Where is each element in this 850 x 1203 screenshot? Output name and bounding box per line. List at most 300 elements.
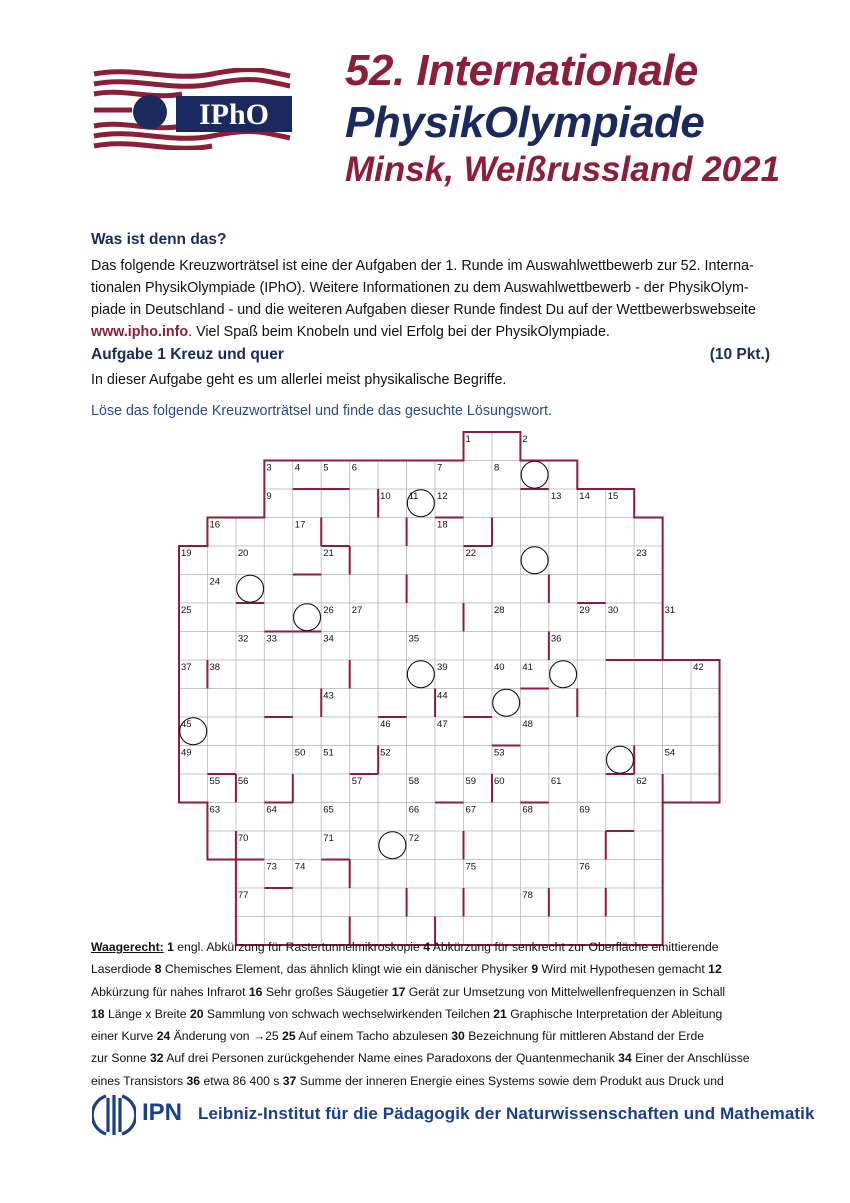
clue-number-label: 9 [266, 491, 272, 502]
clue-number-label: 41 [522, 662, 533, 673]
clue-number-label: 37 [181, 662, 192, 673]
crossword-cell[interactable] [549, 803, 577, 832]
crossword-cell[interactable] [577, 831, 605, 860]
crossword-cell[interactable] [549, 518, 577, 547]
clue-number: 16 [248, 984, 263, 999]
crossword-cell[interactable] [492, 432, 520, 461]
crossword-cell[interactable] [236, 746, 264, 775]
crossword-cell[interactable] [293, 546, 321, 575]
crossword-cell[interactable] [350, 803, 378, 832]
crossword-cell[interactable] [464, 518, 492, 547]
clue-number-label: 64 [266, 804, 277, 816]
crossword-cell[interactable] [606, 546, 634, 575]
crossword-cell[interactable] [350, 746, 378, 775]
clue-number-label: 2 [522, 434, 528, 445]
crossword-cell[interactable] [350, 489, 378, 518]
clue-number: 24 [156, 1029, 171, 1044]
intro-line-4: . Viel Spaß beim Knobeln und viel Erfolg bei der PhysikOlympiade. [188, 324, 610, 340]
clue-text: Chemisches Element, das ähnlich klingt wie ein dänischer Physiker [164, 962, 528, 977]
crossword-cell[interactable] [634, 603, 662, 632]
crossword-cell[interactable] [464, 575, 492, 604]
clue-number-label: 78 [522, 890, 533, 901]
crossword-cell[interactable] [520, 632, 548, 661]
crossword-cell[interactable] [606, 717, 634, 746]
clue-number-label: 1 [465, 434, 471, 445]
clue-text: Graphische Interpretation der Ableitung [510, 1006, 723, 1021]
crossword-cell[interactable] [634, 632, 662, 661]
crossword-cell[interactable] [378, 603, 406, 632]
crossword-cell[interactable] [407, 888, 435, 917]
crossword-cell[interactable] [207, 831, 235, 860]
crossword-cell[interactable] [350, 575, 378, 604]
clue-number-label: 65 [323, 804, 334, 816]
crossword-cell[interactable] [293, 888, 321, 917]
crossword-cell[interactable] [464, 461, 492, 490]
clue-line [91, 958, 771, 980]
crossword-cell[interactable] [520, 689, 548, 718]
clue-number-label: 43 [323, 690, 334, 702]
crossword-cell[interactable] [179, 774, 207, 803]
crossword-cell[interactable] [577, 888, 605, 917]
clue-number-label: 60 [493, 776, 505, 787]
crossword-cell[interactable] [606, 660, 634, 689]
clue-number-label: 58 [408, 776, 420, 787]
crossword-cell[interactable] [264, 575, 292, 604]
clue-number: 12 [708, 962, 722, 977]
crossword-cell[interactable] [264, 717, 292, 746]
clue-text: engl. Abkürzung für Rastertunnelmikroskopie [177, 940, 420, 954]
clue-number-label: 49 [181, 747, 192, 759]
crossword-cell[interactable] [663, 774, 691, 803]
clue-number-label: 70 [237, 833, 249, 844]
clue-number-label: 68 [522, 804, 533, 816]
title-line-2: PhysikOlympiade [345, 98, 705, 147]
crossword-cell[interactable] [407, 603, 435, 632]
crossword-cell[interactable] [577, 546, 605, 575]
crossword-cell[interactable] [691, 689, 719, 718]
crossword-cell[interactable] [606, 774, 634, 803]
clue-number-label: 26 [323, 605, 334, 616]
crossword-cell[interactable] [350, 632, 378, 661]
crossword-cell[interactable] [293, 717, 321, 746]
crossword-cell[interactable] [350, 660, 378, 689]
clue-number-label: 44 [437, 690, 448, 702]
crossword-cell[interactable] [520, 603, 548, 632]
clue-text: Sammlung von schwach wechselwirkenden Teilchen [206, 1006, 490, 1021]
crossword-cell[interactable] [378, 518, 406, 547]
clue-number: 37 [282, 1073, 297, 1088]
crossword-cell[interactable] [549, 660, 577, 689]
crossword-cell[interactable] [634, 660, 662, 689]
clue-number-label: 63 [209, 804, 221, 816]
crossword-cell[interactable] [492, 689, 520, 718]
crossword-cell[interactable] [464, 489, 492, 518]
clue-text: eines Transistors [91, 1073, 184, 1088]
clue-number-label: 71 [323, 833, 334, 844]
clue-number-label: 4 [294, 462, 301, 474]
crossword-cell[interactable] [606, 860, 634, 889]
clue-number-label: 25 [181, 605, 192, 616]
crossword-cell[interactable] [293, 774, 321, 803]
crossword-cell[interactable] [492, 831, 520, 860]
crossword-cell[interactable] [378, 461, 406, 490]
crossword-cell[interactable] [435, 860, 463, 889]
crossword-cell[interactable] [378, 660, 406, 689]
clue-number-label: 66 [408, 804, 420, 816]
crossword-cell[interactable] [520, 774, 548, 803]
clue-number-label: 36 [550, 633, 562, 645]
crossword-cell[interactable] [179, 575, 207, 604]
clue-number-label: 20 [237, 548, 249, 559]
crossword-cell[interactable] [407, 689, 435, 718]
clue-number: 8 [154, 962, 162, 977]
clue-number-label: 27 [351, 605, 363, 616]
clue-number-label: 75 [465, 861, 477, 873]
clue-number-label: 50 [294, 747, 306, 759]
crossword-cell[interactable] [435, 831, 463, 860]
crossword-cell[interactable] [207, 717, 235, 746]
clue-text: Abkürzung für nahes Infrarot [91, 984, 246, 999]
crossword-cell[interactable] [435, 803, 463, 832]
crossword-cell[interactable] [492, 575, 520, 604]
crossword-cell[interactable] [236, 603, 264, 632]
crossword-cell[interactable] [606, 746, 634, 775]
crossword-cell[interactable] [350, 546, 378, 575]
crossword-cell[interactable] [435, 746, 463, 775]
clue-number-label: 15 [607, 491, 619, 502]
crossword-cell[interactable] [179, 632, 207, 661]
crossword-cell[interactable] [207, 632, 235, 661]
crossword-cell[interactable] [264, 660, 292, 689]
crossword-cell[interactable] [435, 888, 463, 917]
crossword-cell[interactable] [236, 803, 264, 832]
clue-number-label: 6 [351, 462, 357, 474]
crossword-cell[interactable] [236, 860, 264, 889]
crossword-cell[interactable] [435, 632, 463, 661]
crossword-cell[interactable] [520, 746, 548, 775]
crossword-cell[interactable] [549, 888, 577, 917]
clue-number-label: 39 [437, 662, 448, 673]
crossword-cell[interactable] [179, 689, 207, 718]
crossword-cell[interactable] [293, 803, 321, 832]
crossword-cell[interactable] [634, 888, 662, 917]
clue-number-label: 62 [636, 776, 647, 787]
clues-horizontal [91, 936, 771, 1092]
crossword-cell[interactable] [236, 575, 264, 604]
clue-text: Gerät zur Umsetzung von Mittelwellenfrequenzen in Schall [408, 984, 726, 999]
clue-number-label: 32 [237, 633, 249, 645]
crossword-cell[interactable] [293, 660, 321, 689]
crossword-cell[interactable] [407, 546, 435, 575]
crossword-cell[interactable] [663, 717, 691, 746]
crossword-cell[interactable] [634, 575, 662, 604]
clue-number-label: 76 [579, 861, 590, 873]
crossword-cell[interactable] [321, 888, 349, 917]
clue-number-label: 74 [294, 861, 306, 873]
crossword-cell[interactable] [464, 888, 492, 917]
clue-number-label: 59 [465, 776, 477, 787]
crossword-cell[interactable] [520, 575, 548, 604]
clue-number-label: 23 [636, 548, 647, 559]
crossword-cell[interactable] [634, 518, 662, 547]
crossword-cell[interactable] [435, 546, 463, 575]
clue-number-label: 55 [209, 776, 221, 787]
clue-text: Wird mit Hypothesen gemacht [541, 962, 705, 977]
crossword-cell[interactable] [435, 603, 463, 632]
clue-number: 32 [149, 1051, 164, 1066]
crossword-cell[interactable] [520, 546, 548, 575]
crossword-cell[interactable] [577, 717, 605, 746]
crossword-cell[interactable] [350, 860, 378, 889]
clue-number-label: 61 [550, 776, 562, 787]
crossword-cell[interactable] [577, 518, 605, 547]
clue-text: Auf einem Tacho abzulesen [298, 1029, 448, 1044]
clue-number-label: 69 [579, 804, 590, 816]
crossword-cell[interactable] [378, 575, 406, 604]
intro-line-2: tionalen PhysikOlympiade (IPhO). Weitere Informationen zu dem Auswahlwettbewerb - der PhysikOlym- [91, 280, 749, 296]
crossword-cell[interactable] [549, 831, 577, 860]
crossword-cell[interactable] [207, 546, 235, 575]
crossword-cell[interactable] [293, 831, 321, 860]
crossword-cell[interactable] [264, 518, 292, 547]
crossword-cell[interactable] [378, 803, 406, 832]
crossword-cell[interactable] [350, 831, 378, 860]
crossword-cell[interactable] [549, 603, 577, 632]
crossword-cell[interactable] [691, 746, 719, 775]
crossword-cell[interactable] [407, 575, 435, 604]
clue-text: Laserdiode [91, 962, 152, 977]
clue-text: einer Kurve [91, 1029, 154, 1044]
crossword-cell[interactable] [321, 774, 349, 803]
crossword-cell[interactable] [378, 689, 406, 718]
crossword-cell[interactable] [407, 660, 435, 689]
crossword-cell[interactable] [321, 717, 349, 746]
clue-number: 25 [282, 1029, 296, 1044]
clue-number-label: 18 [437, 519, 448, 531]
crossword-cell[interactable] [350, 518, 378, 547]
crossword-cell[interactable] [577, 689, 605, 718]
crossword-cell[interactable] [378, 546, 406, 575]
clue-text: etwa 86 400 s [203, 1073, 280, 1088]
crossword-cell[interactable] [207, 689, 235, 718]
institute-name: Leibniz-Institut für die Pädagogik der Naturwissenschaften und Mathematik [198, 1104, 815, 1123]
crossword-cell[interactable] [264, 774, 292, 803]
crossword-cell[interactable] [492, 717, 520, 746]
crossword-cell[interactable] [378, 632, 406, 661]
crossword-cell[interactable] [549, 746, 577, 775]
crossword-cell[interactable] [520, 461, 548, 490]
clue-text: Summe der inneren Energie eines Systems sowie dem Produkt aus Druck und [299, 1073, 724, 1088]
crossword-cell[interactable] [663, 689, 691, 718]
crossword-cell[interactable] [549, 461, 577, 490]
crossword-cell[interactable] [293, 632, 321, 661]
crossword-cell[interactable] [691, 717, 719, 746]
crossword-cell[interactable] [293, 689, 321, 718]
clue-text: Sehr großes Säugetier [265, 984, 389, 999]
crossword-cell[interactable] [321, 860, 349, 889]
title-line-3: Minsk, Weißrussland 2021 [345, 150, 781, 189]
crossword-cell[interactable] [264, 831, 292, 860]
crossword-cell[interactable] [264, 689, 292, 718]
crossword-cell[interactable] [407, 717, 435, 746]
crossword-cell[interactable] [577, 746, 605, 775]
clue-number: 18 [91, 1006, 105, 1021]
crossword-cell[interactable] [435, 774, 463, 803]
crossword-cell[interactable] [464, 689, 492, 718]
clue-number-label: 30 [607, 605, 619, 616]
crossword-cell[interactable] [634, 860, 662, 889]
crossword-cell[interactable] [236, 717, 264, 746]
crossword-cell[interactable] [606, 888, 634, 917]
title-line-1: 52. Internationale [345, 46, 698, 95]
crossword-cell[interactable] [464, 660, 492, 689]
crossword-cell[interactable] [407, 746, 435, 775]
crossword-cell[interactable] [378, 860, 406, 889]
crossword-cell[interactable] [321, 489, 349, 518]
clue-number-label: 13 [550, 491, 562, 502]
clue-text: Länge x Breite [107, 1006, 187, 1021]
clue-number-label: 48 [522, 719, 533, 730]
crossword-cell[interactable] [663, 660, 691, 689]
task-instruction: Löse das folgende Kreuzworträtsel und finde das gesuchte Lösungswort. [91, 403, 552, 419]
clue-number-label: 53 [493, 747, 505, 759]
clue-number-label: 73 [266, 861, 277, 873]
crossword-cell[interactable] [606, 518, 634, 547]
crossword-cell[interactable] [606, 803, 634, 832]
crossword-cell[interactable] [691, 774, 719, 803]
crossword-cell[interactable] [464, 717, 492, 746]
crossword-cell[interactable] [264, 603, 292, 632]
clue-number-label: 57 [351, 776, 363, 787]
crossword-cell[interactable] [378, 831, 406, 860]
clue-number-label: 33 [266, 633, 277, 645]
clue-number-label: 10 [380, 491, 391, 502]
crossword-cell[interactable] [634, 717, 662, 746]
crossword-cell[interactable] [407, 461, 435, 490]
clue-number-label: 72 [408, 833, 420, 844]
crossword-cell[interactable] [634, 831, 662, 860]
crossword-cell[interactable] [606, 632, 634, 661]
crossword-cell[interactable] [577, 632, 605, 661]
clue-number-label: 67 [465, 804, 477, 816]
crossword-cell[interactable] [520, 860, 548, 889]
clue-number-label: 24 [209, 576, 221, 588]
clue-number-label: 12 [437, 491, 448, 502]
crossword-cell[interactable] [492, 489, 520, 518]
website-link[interactable]: www.ipho.info [91, 324, 189, 340]
crossword-cell[interactable] [549, 546, 577, 575]
intro-line-3: piade in Deutschland - und die weiteren Aufgaben dieser Runde findest Du auf der Wettbewerbswebseite [91, 302, 756, 318]
crossword-cell[interactable] [321, 660, 349, 689]
clue-number: 30 [451, 1029, 465, 1044]
crossword-cell[interactable] [464, 746, 492, 775]
clue-number-label: 47 [437, 719, 448, 730]
crossword-cell[interactable] [634, 746, 662, 775]
crossword-cell[interactable] [492, 546, 520, 575]
crossword-cell[interactable] [634, 689, 662, 718]
clue-number: 21 [493, 1006, 507, 1021]
crossword-cell[interactable] [549, 575, 577, 604]
clue-text: Bezeichnung für mittleren Abstand der Erde [468, 1029, 704, 1044]
crossword-cell[interactable] [407, 518, 435, 547]
crossword-cell[interactable] [492, 518, 520, 547]
crossword-cell[interactable] [293, 575, 321, 604]
crossword-cell[interactable] [464, 632, 492, 661]
crossword-cell[interactable] [606, 575, 634, 604]
crossword-cell[interactable] [577, 660, 605, 689]
crossword-cell[interactable] [236, 660, 264, 689]
crossword-cell[interactable] [207, 603, 235, 632]
clue-number-label: 16 [209, 519, 221, 531]
clue-number-label: 31 [664, 605, 676, 616]
clue-number: 17 [391, 984, 406, 999]
crossword-cell[interactable] [350, 689, 378, 718]
clue-number-label: 21 [323, 548, 334, 559]
crossword-cell[interactable] [293, 489, 321, 518]
crossword-cell[interactable] [321, 575, 349, 604]
clue-text: Abkürzung für senkrecht zur Oberfläche emittierende [432, 940, 719, 954]
crossword-cell[interactable] [236, 518, 264, 547]
crossword-cell[interactable] [549, 860, 577, 889]
crossword-cell[interactable] [321, 518, 349, 547]
crossword-cell[interactable] [492, 632, 520, 661]
crossword-cell[interactable] [464, 831, 492, 860]
crossword-cell[interactable] [435, 575, 463, 604]
crossword-cell[interactable] [407, 860, 435, 889]
ipn-label: IPN [142, 1099, 183, 1126]
crossword-cell[interactable] [634, 803, 662, 832]
crossword-cell[interactable] [492, 860, 520, 889]
crossword-cell[interactable] [293, 603, 321, 632]
crossword-cell[interactable] [264, 888, 292, 917]
clue-line [91, 1025, 771, 1047]
crossword-cell[interactable] [520, 831, 548, 860]
clue-number-label: 28 [493, 605, 505, 616]
clue-number: 9 [531, 962, 539, 977]
clue-number-label: 46 [380, 719, 391, 730]
clue-number: 20 [189, 1006, 204, 1021]
clue-number-label: 54 [664, 747, 676, 759]
clue-number-label: 11 [408, 491, 419, 502]
crossword-cell[interactable] [577, 575, 605, 604]
clue-number-label: 5 [323, 462, 329, 474]
crossword-cell[interactable] [577, 774, 605, 803]
clue-text: Einer der Anschlüsse [635, 1051, 750, 1066]
crossword-cell[interactable] [378, 774, 406, 803]
clue-number-label: 40 [493, 662, 505, 673]
crossword-cell[interactable] [606, 689, 634, 718]
crossword-cell[interactable] [549, 717, 577, 746]
crossword-cell[interactable] [520, 489, 548, 518]
crossword-cell[interactable] [207, 746, 235, 775]
crossword-cell[interactable] [606, 831, 634, 860]
intro-heading: Was ist denn das? [91, 231, 227, 248]
clue-number-label: 14 [579, 491, 590, 502]
crossword-cell[interactable] [236, 689, 264, 718]
crossword-cell[interactable] [492, 888, 520, 917]
task-description: In dieser Aufgabe geht es um allerlei meist physikalische Begriffe. [91, 372, 507, 388]
crossword-cell[interactable] [350, 888, 378, 917]
crossword-cell[interactable] [264, 546, 292, 575]
crossword-cell[interactable] [264, 746, 292, 775]
crossword-cell[interactable] [350, 717, 378, 746]
crossword-cell[interactable] [520, 518, 548, 547]
crossword-cell[interactable] [464, 603, 492, 632]
crossword-cell[interactable] [549, 689, 577, 718]
crossword-cell[interactable] [378, 888, 406, 917]
clue-line [91, 1047, 771, 1069]
crossword-cell[interactable] [492, 803, 520, 832]
